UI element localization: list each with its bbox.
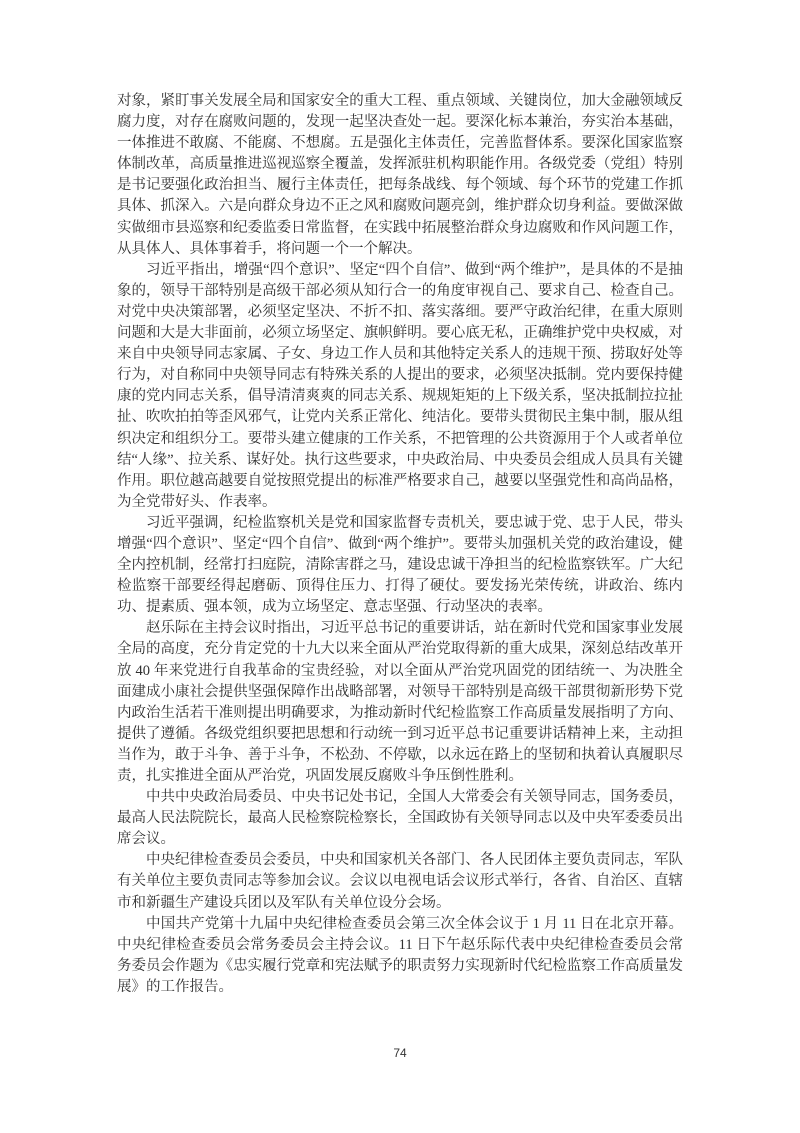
text-body [117, 91, 683, 998]
paragraph: 习近平指出，增强“四个意识”、坚定“四个自信”、做到“两个维护”，是具体的不是抽象的，领导干部特别是高级干部必须从知行合一的角度审视自己、要求自己、检查自己。对党中央决策部署，必须坚定坚决、不折不扣、落实落细。要严守政治纪律，在重大原则问题和大是大非面前，必须立场坚定、旗帜鲜明。要心底无私，正确维护党中央权威，对来自中央领导同志家属、子女、身边工作人员和其他特定关系人的违规干预、捞取好处等行为，对自称同中央领导同志有特殊关系的人提出的要求，必须坚决抵制。党内要保持健康的党内同志关系，倡导清清爽爽的同志关系、规规矩矩的上下级关系，坚决抵制拉拉扯扯、吹吹拍拍等歪风邪气，让党内关系正常化、纯洁化。要带头贯彻民主集中制，服从组织决定和组织分工。要带头建立健康的工作关系，不把管理的公共资源用于个人或者单位结“人缘”、拉关系、谋好处。执行这些要求，中央政治局、中央委员会组成人员具有关键作用。职位越高越要自觉按照党提出的标准严格要求自己，越要以坚强党性和高尚品格，为全党带好头、作表率。 [117, 261, 683, 510]
paragraph: 中国共产党第十九届中央纪律检查委员会第三次全体会议于 1 月 11 日在北京开幕。中央纪律检查委员会常务委员会主持会议。11 日下午赵乐际代表中央纪律检查委员会常务委员会作题为《忠实履行党章和宪法赋予的职责努力实现新时代纪检监察工作高质量发展》的工作报告。 [117, 915, 683, 995]
paragraph: 对象，紧盯事关发展全局和国家安全的重大工程、重点领域、关键岗位，加大金融领域反腐力度，对存在腐败问题的，发现一起坚决查处一起。要深化标本兼治，夯实治本基础，一体推进不敢腐、不能腐、不想腐。五是强化主体责任，完善监督体系。要深化国家监察体制改革，高质量推进巡视巡察全覆盖，发挥派驻机构职能作用。各级党委（党组）特别是书记要强化政治担当、履行主体责任，把每条战线、每个领域、每个环节的党建工作抓具体、抓深入。六是向群众身边不正之风和腐败问题亮剑，维护群众切身利益。要做深做实做细市县巡察和纪委监委日常监督，在实践中拓展整治群众身边腐败和作风问题工作，从具体人、具体事着手，将问题一个一个解决。 [117, 93, 683, 257]
paragraph: 中央纪律检查委员会委员，中央和国家机关各部门、各人民团体主要负责同志，军队有关单位主要负责同志等参加会议。会议以电视电话会议形式举行，各省、自治区、直辖市和新疆生产建设兵团以及军队有关单位设分会场。 [117, 852, 683, 911]
paragraph: 中共中央政治局委员、中央书记处书记，全国人大常委会有关领导同志，国务委员，最高人民法院院长，最高人民检察院检察长，全国政协有关领导同志以及中央军委委员出席会议。 [117, 789, 683, 848]
paragraph: 习近平强调，纪检监察机关是党和国家监督专责机关，要忠诚于党、忠于人民，带头增强“四个意识”、坚定“四个自信”、做到“两个维护”。要带头加强机关党的政治建设，健全内控机制，经常打扫庭院，清除害群之马，建设忠诚干净担当的纪检监察铁军。广大纪检监察干部要经得起磨砺、顶得住压力、打得了硬仗。要发扬光荣传统，讲政治、练内功、提素质、强本领，成为立场坚定、意志坚强、行动坚决的表率。 [117, 514, 683, 616]
paragraph: 赵乐际在主持会议时指出，习近平总书记的重要讲话，站在新时代党和国家事业发展全局的高度，充分肯定党的十九大以来全面从严治党取得新的重大成果，深刻总结改革开放 40 年来党进行自我革命的宝贵经验，对以全面从严治党巩固党的团结统一、为决胜全面建成小康社会提供坚强保障作出战略部署，对领导干部特别是高级干部贯彻新形势下党内政治生活若干准则提出明确要求，为推动新时代纪检监察工作高质量发展指明了方向、提供了遵循。各级党组织要把思想和行动统一到习近平总书记重要讲话精神上来，主动担当作为，敢于斗争、善于斗争，不松劲、不停歇，以永远在路上的坚韧和执着认真履职尽责，扎实推进全面从严治党，巩固发展反腐败斗争压倒性胜利。 [117, 620, 683, 784]
page-number: 74 [393, 1046, 407, 1060]
